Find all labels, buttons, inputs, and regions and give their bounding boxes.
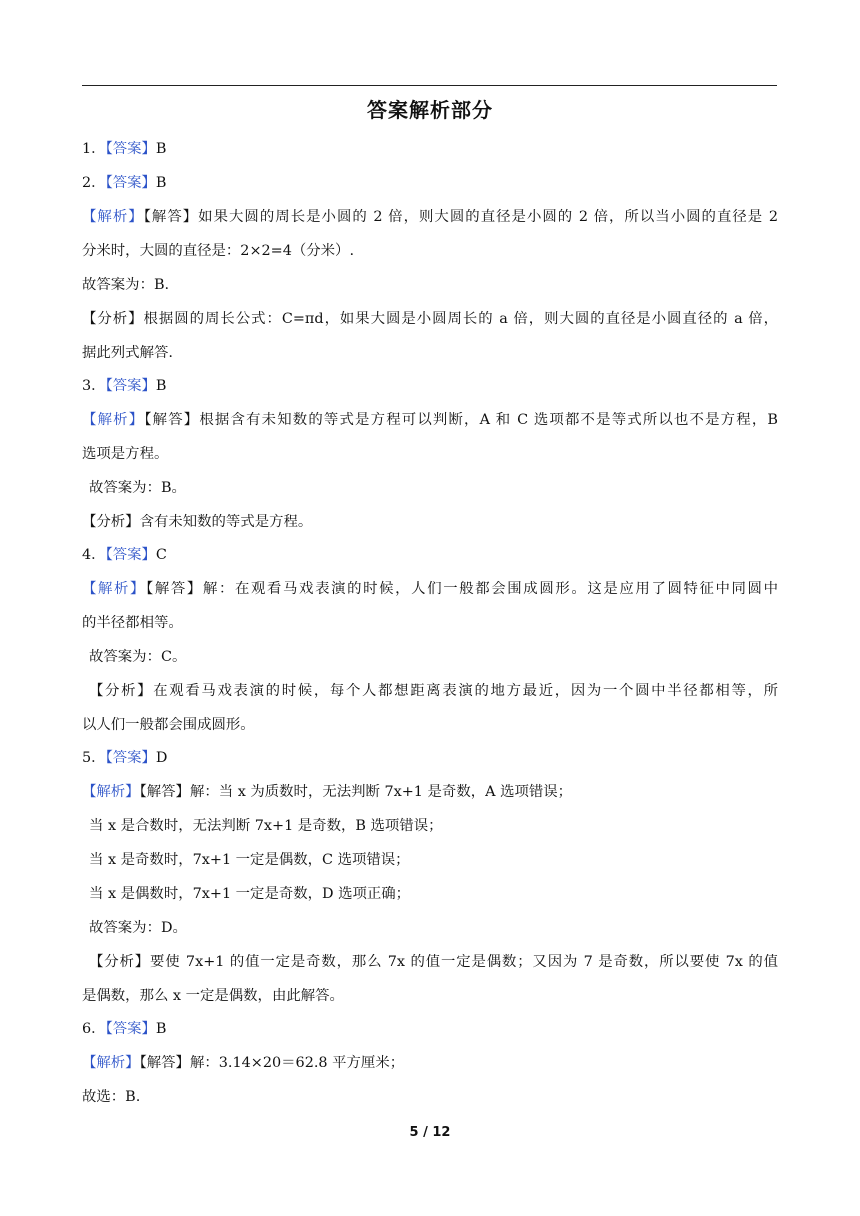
q4-solution-text-1: 解：在观看马戏表演的时候，人们一般都会围成圆形。这是应用了圆特征中同圆中 [202,581,778,597]
q1-answer: B [155,141,167,157]
q2-solution-text-1: 如果大圆的周长是小圆的 2 倍，则大圆的直径是小圆的 2 倍，所以当小圆的直径是 2 [198,209,778,225]
q5-number: 5． [82,750,106,766]
q2-conclusion: 故答案为：B. [82,277,170,293]
q5-answer-line [82,748,778,768]
answer-tag: 【答案】 [105,750,156,766]
q2-answer-line [82,173,778,193]
q3-conclusion: 故答案为：B。 [89,480,186,496]
solution-tag: 【解答】 [139,784,190,800]
q5-solution-line-4: 当 x 是偶数时，7x+1 一定是奇数，D 选项正确； [89,886,411,902]
q3-number: 3． [82,378,106,394]
answer-tag: 【答案】 [105,1021,156,1037]
q4-fenxi-text-1: 在观看马戏表演的时候，每个人都想距离表演的地方最近，因为一个圆中半径都相等，所 [153,683,778,699]
solution-tag: 【解答】 [144,412,200,428]
answer-tag: 【答案】 [105,175,156,191]
q3-fenxi-line-1 [82,512,778,532]
q5-conclusion: 故答案为：D。 [89,920,187,936]
q6-number: 6． [82,1021,106,1037]
q5-solution-line-3: 当 x 是奇数时，7x+1 一定是偶数，C 选项错误； [89,852,410,868]
q5-answer: D [155,750,168,766]
answer-tag: 【答案】 [105,141,156,157]
page-number: 5 / 12 [409,1125,451,1140]
fenxi-tag: 【分析】 [89,683,154,699]
q4-solution-line-2: 的半径都相等。 [82,615,183,631]
q2-solution-line-1 [82,207,778,227]
analysis-tag: 【解析】 [82,784,140,800]
q2-number: 2． [82,175,106,191]
q3-solution-line-2: 选项是方程。 [82,446,169,462]
q3-solution-line-1 [82,410,778,430]
page-title: 答案解析部分 [367,98,493,122]
solution-tag: 【解答】 [146,581,203,597]
q4-conclusion: 故答案为：C。 [89,649,187,665]
q5-solution-text-1: 解：当 x 为质数时，无法判断 7x+1 是奇数，A 选项错误； [189,784,573,800]
q2-fenxi-line-2: 据此列式解答. [82,345,173,361]
q2-fenxi-text-1: 根据圆的周长公式：C=πd，如果大圆是小圆周长的 a 倍，则大圆的直径是小圆直径的 a 倍， [143,311,778,327]
q4-fenxi-line-1 [89,681,778,701]
analysis-tag: 【解析】 [82,581,147,597]
q6-conclusion: 故选：B. [82,1089,141,1105]
fenxi-tag: 【分析】 [82,514,140,530]
analysis-tag: 【解析】 [82,412,145,428]
q6-solution-text-1: 解：3.14×20＝62.8 平方厘米； [189,1055,405,1071]
q5-fenxi-text-1: 要使 7x+1 的值一定是奇数，那么 7x 的值一定是偶数；又因为 7 是奇数，所以要使 7x 的值 [150,954,778,970]
analysis-tag: 【解析】 [82,209,144,225]
q5-fenxi-line-1 [89,952,778,972]
answer-tag: 【答案】 [105,547,156,563]
q4-solution-line-1 [82,579,778,599]
solution-tag: 【解答】 [139,1055,190,1071]
answer-tag: 【答案】 [105,378,156,394]
fenxi-tag: 【分析】 [89,954,150,970]
q4-fenxi-line-2: 以人们一般都会围成圆形。 [82,717,255,733]
q4-answer-line [82,545,778,565]
q6-solution-line-1 [82,1053,778,1073]
solution-tag: 【解答】 [143,209,199,225]
header-rule [82,85,777,86]
q3-answer: B [155,378,167,394]
analysis-tag: 【解析】 [82,1055,140,1071]
q2-answer: B [155,175,167,191]
q3-answer-line [82,376,778,396]
q4-number: 4． [82,547,106,563]
q1-answer-line [82,139,778,159]
q2-fenxi-line-1 [82,309,778,329]
q5-solution-line-1 [82,782,778,802]
q1-number: 1． [82,141,106,157]
q4-answer: C [155,547,167,563]
q5-fenxi-line-2: 是偶数，那么 x 一定是偶数，由此解答。 [82,988,344,1004]
fenxi-tag: 【分析】 [82,311,144,327]
q2-solution-line-2: 分米时，大圆的直径是：2×2=4（分米）. [82,243,355,259]
q6-answer-line [82,1019,778,1039]
q5-solution-line-2: 当 x 是合数时，无法判断 7x+1 是奇数，B 选项错误； [89,818,443,834]
q6-answer: B [155,1021,167,1037]
q3-fenxi-text-1: 含有未知数的等式是方程。 [139,514,313,530]
q3-solution-text-1: 根据含有未知数的等式是方程可以判断，A 和 C 选项都不是等式所以也不是方程，B [199,412,778,428]
